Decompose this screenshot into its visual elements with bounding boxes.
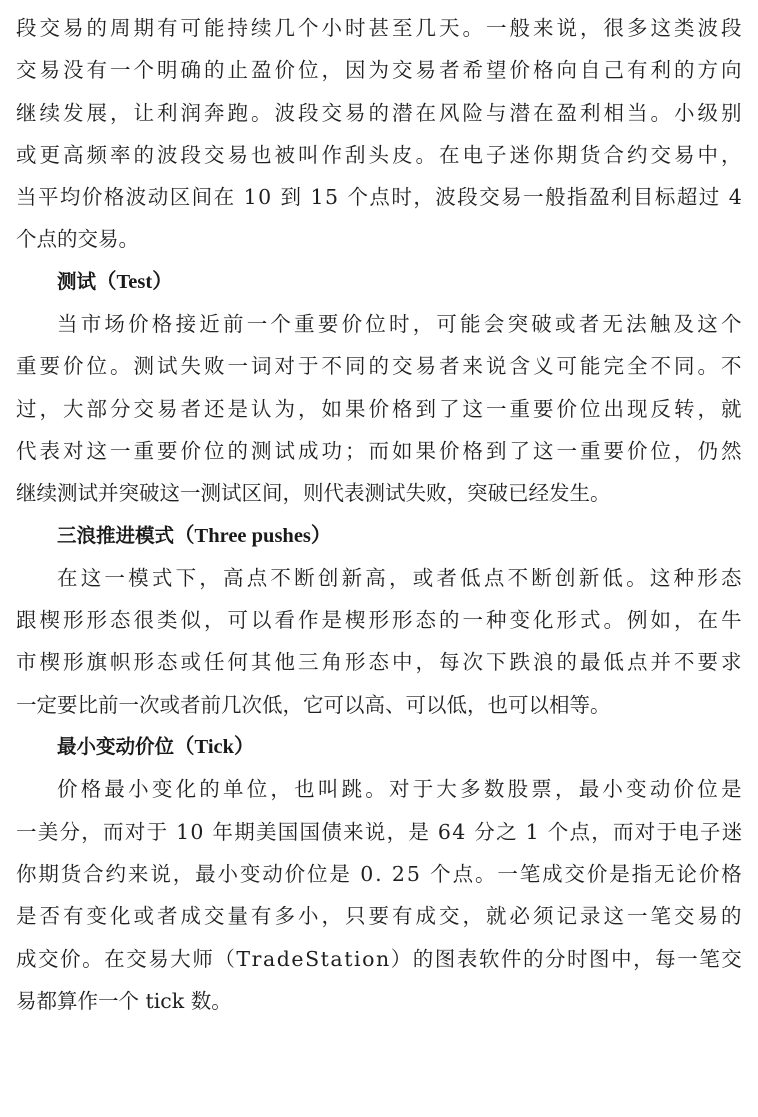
paragraph-tick (16, 768, 746, 1022)
document-page (16, 0, 746, 1022)
text-line: 一定要比前一次或者前几次低，它可以高、可以低，也可以相等。 (16, 692, 611, 717)
text-line: 你期货合约来说，最小变动价位是 0. 25 个点。一笔成交价是指无论价格 (16, 861, 744, 886)
text-line: 价格最小变化的单位，也叫跳。对于大多数股票，最小变动价位是 (57, 777, 745, 802)
section-heading-three-pushes (16, 515, 746, 557)
text-line: 继续测试并突破这一测试区间，则代表测试失败，突破已经发生。 (16, 481, 611, 506)
heading-en: （Three pushes） (174, 524, 332, 547)
text-line: 在这一模式下，高点不断创新高，或者低点不断创新低。这种形态 (57, 565, 745, 590)
paragraph-swing-trading (16, 7, 746, 261)
section-heading-tick (16, 726, 746, 768)
text-line: 交易没有一个明确的止盈价位，因为交易者希望价格向自己有利的方向 (16, 58, 745, 83)
text-line: 跟楔形形态很类似，可以看作是楔形形态的一种变化形式。例如，在牛 (16, 608, 745, 633)
paragraph-test (16, 303, 746, 514)
paragraph-three-pushes (16, 557, 746, 726)
text-line: 当平均价格波动区间在 10 到 15 个点时，波段交易一般指盈利目标超过 4 (16, 185, 744, 210)
text-line: 成交价。在交易大师（TradeStation）的图表软件的分时图中，每一笔交 (16, 946, 744, 971)
text-line: 当市场价格接近前一个重要价位时，可能会突破或者无法触及这个 (57, 312, 745, 337)
text-line: 段交易的周期有可能持续几个小时甚至几天。一般来说，很多这类波段 (16, 16, 745, 40)
heading-en: （Tick） (174, 736, 255, 759)
text-line: 市楔形旗帜形态或任何其他三角形态中，每次下跌浪的最低点并不要求 (16, 650, 745, 675)
heading-en: （Test） (96, 270, 173, 293)
text-line: 继续发展，让利润奔跑。波段交易的潜在风险与潜在盈利相当。小级别 (16, 100, 745, 125)
text-line: 是否有变化或者成交量有多小，只要有成交，就必须记录这一笔交易的 (16, 904, 745, 929)
text-line: 易都算作一个 tick 数。 (16, 988, 232, 1013)
text-line: 一美分，而对于 10 年期美国国债来说，是 64 分之 1 个点，而对于电子迷 (16, 819, 744, 844)
text-line: 或更高频率的波段交易也被叫作刮头皮。在电子迷你期货合约交易中， (16, 142, 745, 167)
text-line: 重要价位。测试失败一词对于不同的交易者来说含义可能完全不同。不 (16, 354, 745, 379)
text-line: 个点的交易。 (16, 227, 139, 252)
heading-cn: 三浪推进模式 (57, 523, 175, 547)
heading-cn: 最小变动价位 (57, 735, 175, 759)
text-line: 过，大部分交易者还是认为，如果价格到了这一重要价位出现反转，就 (16, 396, 745, 421)
text-line: 代表对这一重要价位的测试成功；而如果价格到了这一重要价位，仍然 (16, 438, 745, 463)
heading-cn: 测试 (57, 269, 97, 293)
section-heading-test (16, 261, 746, 303)
